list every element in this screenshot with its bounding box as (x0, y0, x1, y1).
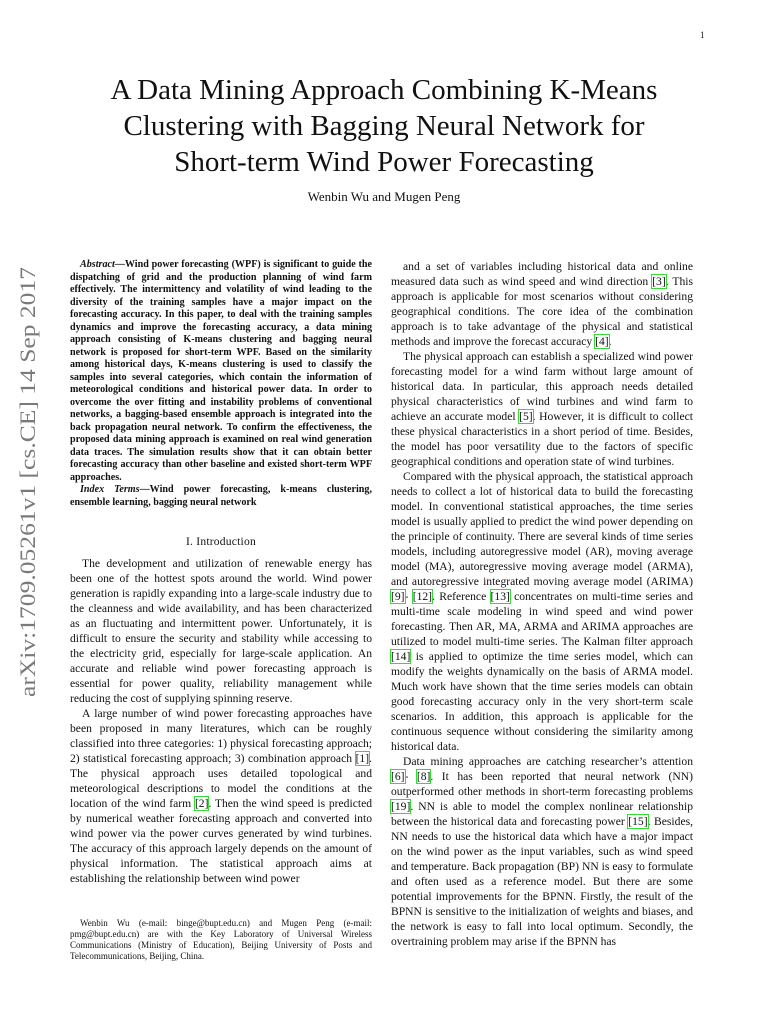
citation-link[interactable]: [19] (391, 800, 411, 813)
body-text: . This approach is applicable for most scenarios without considering geographical conditions. The core idea of the combination approach is to take advantage of the physical and statistical methods and improve the forecast accuracy (391, 275, 693, 348)
citation-link[interactable]: [6] (391, 770, 405, 783)
body-paragraph (391, 469, 693, 754)
arxiv-stamp (12, 262, 44, 702)
body-text: The development and utilization of renewable energy has been one of the hottest spots around the world. Wind power generation is rapidly expanding into a large-scale industry due to the cleanness and wide availability, and has been characterized as an fluctuating and intermittent power. Unfortunately, it is difficult to ensure the security and stability while accessing to the electricity grid, especially for large-scale application. An accurate and reliable wind power forecasting approach is essential for power quality, reliability management while reducing the cost of supplying spinning reserve. (70, 557, 372, 705)
body-text: - (404, 770, 417, 783)
citation-link[interactable]: [4] (595, 335, 609, 348)
index-terms-text: —Wind power forecasting, k-means clustering, ensemble learning, bagging neural network (70, 484, 372, 508)
paper-title (60, 72, 708, 180)
citation-link[interactable]: [9] (391, 590, 405, 603)
body-text: Data mining approaches are catching researcher’s attention (403, 755, 693, 768)
citation-link[interactable]: [3] (652, 275, 666, 288)
body-text: . Then the wind speed is predicted by numerical weather forecasting approach and converted into wind power via the power curves generated by wind turbines. The accuracy of this approach largely depends on the amount of physical information. The statistical approach aims at establishing the relationship between wind power (70, 797, 373, 885)
title-line: Clustering with Bagging Neural Network for (123, 110, 645, 142)
abstract-text: —Wind power forecasting (WPF) is significant to guide the dispatching of grid and the production planning of wind farm effectively. The intermittency and volatility of wind leading to the diversity of the training samples have a major impact on the forecasting accuracy. In this paper, to deal with the training samples dynamics and improve the forecasting accuracy, a data mining approach consisting of K-means clustering and bagging neural network is proposed for short-term WPF. Based on the similarity among historical days, K-means clustering is used to classify the samples into several categories, which contain the information of meteorological conditions and historical power data. In order to overcome the over fitting and instability problems of conventional networks, a bagging-based ensemble approach is integrated into the back propagation neural network. To confirm the effectiveness, the proposed data mining approach is examined on real wind generation data traces. The simulation results show that it can obtain better forecasting accuracy than other baseline and existed short-term WPF approaches. (70, 259, 372, 483)
body-text: Compared with the physical approach, the statistical approach needs to collect a lot of historical data to build the forecasting model. In conventional statistical approaches, the time series model is usually applied to predict the wind power depending on the principle of continuity. There are several kinds of time series models, including autoregressive model (AR), moving average model (MA), autoregressive moving average model (ARMA), and autoregressive integrated moving average model (ARIMA) (391, 470, 693, 588)
citation-link[interactable]: [2] (194, 797, 209, 810)
body-text: . NN is able to model the complex nonlinear relationship between the historical data and forecasting power (391, 800, 693, 828)
body-text: . Besides, NN needs to use the historical data which have a major impact on the wind power as the input variables, such as wind speed and temperature. Back propagation (BP) NN is easy to formulate and often used as a reference model. But there are some potential improvements for the BPNN. Firstly, the result of the BPNN is sensitive to the initialization of weights and biases, and the network is easy to fall into local optimum. Secondly, the overtraining problem may arise if the BPNN has (391, 815, 693, 948)
arxiv-stamp-text: arXiv:1709.05261v1 [cs.CE] 14 Sep 2017 (15, 326, 40, 697)
body-paragraph (70, 706, 372, 886)
body-paragraph (70, 556, 372, 706)
title-line: Short-term Wind Power Forecasting (174, 146, 594, 178)
abstract (70, 259, 372, 484)
section-heading: I. Introduction (186, 535, 256, 548)
body-text: . Reference (432, 590, 491, 603)
body-text: - (404, 590, 413, 603)
citation-link[interactable]: [12] (412, 590, 433, 603)
body-text: The physical approach can establish a specialized wind power forecasting model for a wind farm without large amount of historical data. In particular, this approach needs detailed physical characteristics of wind turbines and wind farm to achieve an accurate model (391, 350, 693, 423)
body-text: A large number of wind power forecasting approaches have been proposed in many literatures, which can be roughly classified into three categories: 1) physical forecasting approach; 2) statistical forecasting approach; 3) combination approach (70, 707, 372, 765)
right-column (391, 259, 693, 949)
citation-link[interactable]: [8] (416, 770, 431, 783)
left-body (70, 556, 372, 886)
index-terms-label: Index Terms (80, 484, 140, 495)
citation-link[interactable]: [1] (355, 752, 370, 765)
citation-link[interactable]: [14] (391, 650, 411, 663)
index-terms (70, 484, 372, 509)
page-number: 1 (700, 30, 705, 40)
body-text: is applied to optimize the time series model, which can modify the weights dynamically on the basis of ARMA model. Much work have shown that the time series models can obtain good forecasting accuracy only in the very short-term scale scenarios. In addition, this approach is applicable for the continuous sequence without considering the similarity among historical data. (391, 650, 693, 753)
body-text: . The physical approach uses detailed topological and meteorological descriptions to model the conditions at the location of the wind farm (70, 752, 372, 810)
body-text: concentrates on multi-time series and multi-time scale modeling in wind speed and wind power forecasting. Then AR, MA, ARMA and ARIMA approaches are utilized to model multi-time series. The Kalman filter approach (391, 590, 693, 648)
citation-link[interactable]: [15] (628, 815, 648, 828)
right-body (391, 259, 693, 949)
authors: Wenbin Wu and Mugen Peng (307, 189, 461, 204)
left-column (70, 259, 372, 886)
body-text: . (608, 335, 612, 348)
author-footnote: Wenbin Wu (e-mail: binge@bupt.edu.cn) and Mugen Peng (e-mail: pmg@bupt.edu.cn) are with the Key Laboratory of Universal Wireless Communications (Ministry of Education), Beijing University of Posts and Telecommunications, Beijing, China. (70, 918, 372, 961)
abstract-label: Abstract (80, 259, 115, 270)
body-text: . However, it is difficult to collect these physical characteristics in a short period of time. Besides, the model has poor versatility due to the factors of specific geographical conditions and operation state of wind turbines. (391, 410, 693, 468)
body-paragraph (391, 349, 693, 469)
body-text: and a set of variables including historical data and online measured data such as wind speed and wind direction (391, 260, 693, 288)
citation-link[interactable]: [13] (490, 590, 510, 603)
body-paragraph (391, 754, 693, 949)
citation-link[interactable]: [5] (519, 410, 533, 423)
body-paragraph (391, 259, 693, 349)
title-line: A Data Mining Approach Combining K-Means (110, 74, 658, 106)
body-text: . It has been reported that neural network (NN) outperformed other methods in short-term forecasting problems (391, 770, 693, 798)
